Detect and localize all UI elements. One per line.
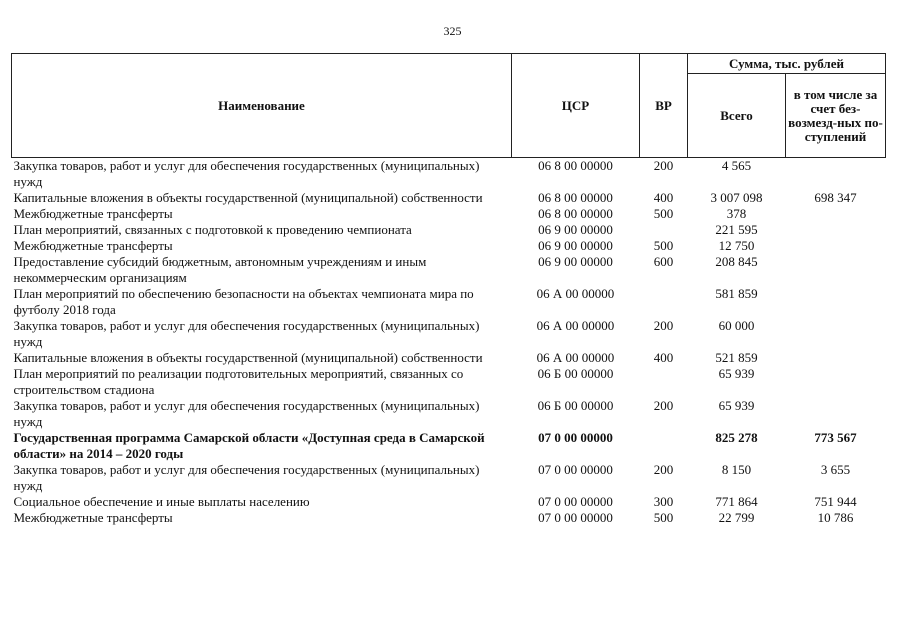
cell-name: Закупка товаров, работ и услуг для обеспечения государственных (муниципальных) нужд (13, 398, 480, 429)
cell-csr: 06 Б 00 00000 (537, 398, 614, 413)
cell-free (786, 398, 886, 430)
cell-vr (640, 222, 688, 238)
header-vr: ВР (640, 54, 688, 158)
cell-free (786, 286, 886, 318)
cell-free: 698 347 (814, 190, 857, 205)
cell-free: 751 944 (814, 494, 857, 509)
cell-name: Закупка товаров, работ и услуг для обеспечения государственных (муниципальных) нужд (13, 462, 480, 493)
table-row (12, 254, 886, 286)
cell-vr (640, 366, 688, 398)
cell-vr: 200 (653, 158, 674, 173)
cell-name: План мероприятий, связанных с подготовкой к проведению чемпионата (13, 222, 412, 237)
cell-vr: 600 (653, 254, 674, 269)
cell-total: 3 007 098 (710, 190, 763, 205)
cell-total: 221 595 (715, 222, 758, 237)
table-row (12, 350, 886, 366)
cell-free (786, 366, 886, 398)
cell-free (786, 158, 886, 191)
cell-total: 22 799 (718, 510, 755, 525)
cell-free: 773 567 (814, 430, 857, 445)
header-csr: ЦСР (512, 54, 640, 158)
cell-csr: 07 0 00 00000 (538, 494, 613, 509)
cell-free: 3 655 (820, 462, 851, 477)
cell-free: 10 786 (817, 510, 854, 525)
cell-free (786, 350, 886, 366)
table-row (12, 398, 886, 430)
header-total: Всего (688, 74, 786, 158)
table-row (12, 366, 886, 398)
cell-name: Межбюджетные трансферты (13, 206, 173, 221)
cell-free (786, 318, 886, 350)
cell-csr: 06 8 00 00000 (538, 206, 613, 221)
cell-total: 4 565 (721, 158, 752, 173)
cell-free (786, 238, 886, 254)
cell-csr: 06 А 00 00000 (536, 286, 615, 301)
cell-vr: 500 (653, 238, 674, 253)
cell-vr (640, 286, 688, 318)
page-number: 325 (443, 24, 462, 38)
cell-name: Капитальные вложения в объекты государственной (муниципальной) собственности (13, 350, 483, 365)
cell-free (786, 206, 886, 222)
cell-name: Социальное обеспечение и иные выплаты населению (13, 494, 310, 509)
cell-total: 8 150 (721, 462, 752, 477)
cell-vr: 300 (653, 494, 674, 509)
cell-vr: 200 (653, 462, 674, 477)
cell-total: 208 845 (715, 254, 758, 269)
cell-name: Межбюджетные трансферты (13, 238, 173, 253)
header-sum-group: Сумма, тыс. рублей (688, 54, 886, 74)
budget-table (11, 53, 886, 526)
cell-name: План мероприятий по реализации подготовительных мероприятий, связанных со строительством стадиона (13, 366, 464, 397)
cell-csr: 06 9 00 00000 (538, 222, 613, 237)
cell-total: 825 278 (715, 430, 758, 445)
table-row (12, 430, 886, 462)
cell-csr: 07 0 00 00000 (538, 430, 613, 445)
cell-name: Предоставление субсидий бюджетным, автономным учреждениям и иным некоммерческим организациям (13, 254, 427, 285)
cell-csr: 07 0 00 00000 (538, 462, 613, 477)
cell-name: Закупка товаров, работ и услуг для обеспечения государственных (муниципальных) нужд (13, 158, 480, 189)
cell-csr: 06 8 00 00000 (538, 158, 613, 173)
cell-vr: 500 (653, 206, 674, 221)
cell-csr: 06 8 00 00000 (538, 190, 613, 205)
cell-name: Межбюджетные трансферты (13, 510, 173, 525)
cell-total: 12 750 (718, 238, 755, 253)
cell-name: Капитальные вложения в объекты государственной (муниципальной) собственности (13, 190, 483, 205)
table-row (12, 318, 886, 350)
table-row (12, 494, 886, 510)
cell-total: 581 859 (715, 286, 758, 301)
cell-vr: 400 (653, 190, 674, 205)
table-row (12, 238, 886, 254)
cell-vr (640, 430, 688, 462)
cell-csr: 06 А 00 00000 (536, 318, 615, 333)
cell-total: 65 939 (718, 398, 755, 413)
table-row (12, 206, 886, 222)
cell-free (786, 222, 886, 238)
cell-free (786, 254, 886, 286)
table-row (12, 158, 886, 191)
cell-csr: 06 А 00 00000 (536, 350, 615, 365)
cell-csr: 07 0 00 00000 (538, 510, 613, 525)
cell-name: Закупка товаров, работ и услуг для обеспечения государственных (муниципальных) нужд (13, 318, 480, 349)
table-body (12, 158, 886, 527)
cell-name: План мероприятий по обеспечению безопасности на объектах чемпионата мира по футболу 2018 года (13, 286, 474, 317)
cell-csr: 06 9 00 00000 (538, 238, 613, 253)
cell-vr: 500 (653, 510, 674, 525)
cell-total: 60 000 (718, 318, 755, 333)
cell-name: Государственная программа Самарской области «Доступная среда в Самарской области» на 2014 – 2020 годы (13, 430, 485, 461)
cell-vr: 200 (653, 318, 674, 333)
cell-total: 378 (726, 206, 747, 221)
table-row (12, 190, 886, 206)
cell-vr: 200 (653, 398, 674, 413)
table-row (12, 222, 886, 238)
cell-total: 521 859 (715, 350, 758, 365)
table-row (12, 286, 886, 318)
table-row (12, 462, 886, 494)
header-name: Наименование (12, 54, 512, 158)
cell-csr: 06 9 00 00000 (538, 254, 613, 269)
cell-total: 65 939 (718, 366, 755, 381)
cell-total: 771 864 (715, 494, 758, 509)
table-header (12, 54, 886, 158)
cell-vr: 400 (653, 350, 674, 365)
cell-csr: 06 Б 00 00000 (537, 366, 614, 381)
table-row (12, 510, 886, 526)
header-free-receipts: в том числе за счет без-возмезд-ных по-ступлений (786, 74, 886, 158)
